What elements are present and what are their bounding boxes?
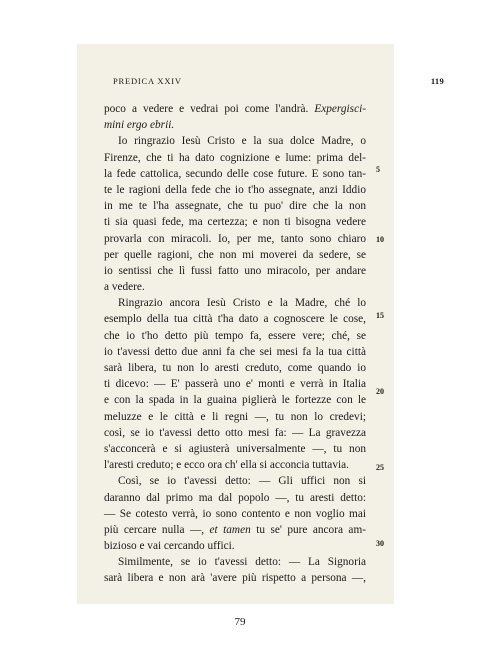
text-line: che io t'ho detto più tempo fa, essere vere; ché, se (104, 329, 366, 342)
text-line: io t'avessi detto due anni fa che sei mesi fa la tua città (104, 345, 366, 358)
text-line: provarla con miracoli. Io, per me, tanto sono chiaro (104, 232, 366, 245)
text-line: te le ragioni della fede che io t'ho assegnate, anzi Iddio (104, 183, 366, 196)
text-line: ti sia quasi fede, ma certezza; e non ti bisogna vedere (104, 216, 366, 229)
text-line: la fede cattolica, secundo delle cose future. E sono tan- (104, 167, 366, 180)
line-number: 25 (376, 463, 384, 472)
footer-page-number: 79 (234, 616, 246, 628)
text-line: meluzze e le città e li regni —, tu non lo credevi; (104, 410, 366, 423)
text-line: sarà libera e non arà 'avere più rispetto a persona —, (104, 572, 366, 585)
text-line: Firenze, che ti ha dato cognizione e lume: prima del- (104, 151, 366, 164)
text-line: daranno dal primo ma dal popolo —, tu aresti detto: (104, 491, 366, 504)
text-line: Ringrazio ancora Iesù Cristo e la Madre, ché lo (118, 297, 366, 310)
text-line: sarà libera, tu non lo aresti creduto, come quando io (104, 362, 366, 374)
text-line: l'aresti creduto; e ecco ora ch' ella si acconcia tuttavia. (104, 459, 349, 472)
text-line: e con la spada in la guaina piglierà le fortezze con le (104, 394, 366, 407)
text-line: più cercare nulla —, et tamen tu se' pure ancora am- (104, 523, 366, 536)
text-line: bizioso e vai cercando uffici. (104, 540, 235, 553)
text-line: ti dicevo: — E' passerà uno e' monti e verrà in Italia (104, 378, 366, 391)
line-number: 30 (376, 539, 384, 548)
text-line: per quelle ragioni, che non mi moverei da sedere, se (104, 248, 366, 261)
text-line: in me te l'ha assegnate, che tu puo' dire che la non (104, 200, 366, 213)
body-text (104, 101, 366, 587)
running-title: PREDICA XXIV (113, 76, 182, 86)
line-number: 15 (376, 311, 384, 320)
text-line: Similmente, se io t'avessi detto: — La Signoria (118, 556, 366, 569)
text-line: Così, se io t'avessi detto: — Gli uffici non si (118, 475, 366, 488)
text-line: Io ringrazio Iesù Cristo e la sua dolce Madre, o (118, 135, 366, 148)
text-line: a vedere. (104, 281, 145, 294)
text-line: s'acconcerà e si agiusterà universalmente —, tu non (104, 442, 366, 455)
text-line: esemplo della tua città t'ha dato a cognoscere le cose, (104, 313, 366, 326)
book-page-number: 119 (430, 76, 444, 86)
line-number: 5 (376, 165, 380, 174)
text-line: — Se cotesto verrà, io sono contento e non voglio mai (104, 507, 366, 520)
text-line: mini ergo ebrii. (104, 119, 175, 132)
line-number: 20 (376, 387, 384, 396)
text-line: così, se io t'avessi detto otto mesi fa: — La gravezza (104, 426, 366, 439)
line-number: 10 (376, 235, 384, 244)
text-line: poco a vedere e vedrai poi come l'andrà. Expergisci- (104, 103, 366, 115)
text-line: io sentissi che lì fussi fatto uno miracolo, per andare (104, 264, 366, 277)
